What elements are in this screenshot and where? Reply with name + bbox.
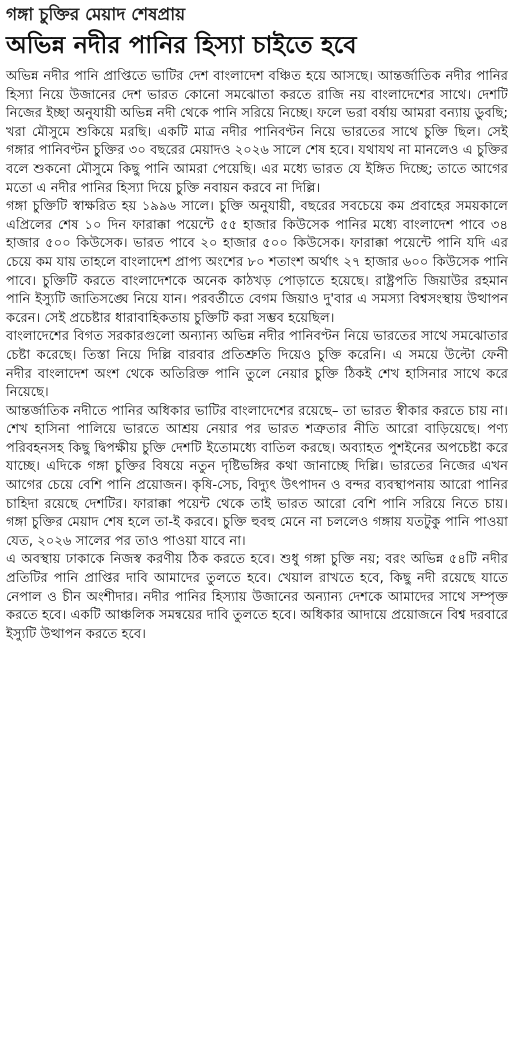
article-paragraph-5: এ অবস্থায় ঢাকাকে নিজস্ব করণীয় ঠিক করতে হবে। শুধু গঙ্গা চুক্তি নয়; বরং অভিন্ন ৫৪টি নদীর প্রতিটির পানি প্রাপ্তির দাবি আমাদের তুলতে হবে। খেয়াল রাখতে হবে, কিছু নদী রয়েছে যাতে নেপাল ও চীন অংশীদার। নদীর পানির হিস্যায় উজানের অন্যান্য দেশকে আমাদের সাথে সম্পৃক্ত করতে হবে। একটি আঞ্চলিক সমন্বয়ের দাবি তুলতে হবে। অধিকার আদায়ে প্রয়োজনে বিশ্ব দরবারে ইস্যুটি উত্থাপন করতে হবে। [6, 552, 508, 642]
article-headline: অভিন্ন নদীর পানির হিস্যা চাইতে হবে [6, 31, 357, 59]
editorial-article [6, 4, 508, 644]
article-paragraph-1: অভিন্ন নদীর পানি প্রাপ্তিতে ভাটির দেশ বাংলাদেশ বঞ্চিত হয়ে আসছে। আন্তর্জাতিক নদীর পানির হিস্যা নিয়ে উজানের দেশ ভারত কোনো সমঝোতা করতে রাজি নয় বাংলাদেশের সাথে। দেশটি নিজের ইচ্ছা অনুযায়ী অভিন্ন নদী থেকে পানি সরিয়ে নিচ্ছে। ফলে ভরা বর্ষায় আমরা বন্যায় ডুবছি; খরা মৌসুমে শুকিয়ে মরছি। একটি মাত্র নদীর পানিবণ্টন নিয়ে ভারতের সাথে চুক্তি ছিল। সেই গঙ্গার পানিবণ্টন চুক্তির ৩০ বছরের মেয়াদও ২০২৬ সালে শেষ হবে। যথাযথ না মানলেও এ চুক্তির বলে শুকনো মৌসুমে কিছু পানি আমরা পেয়েছি। এর মধ্যে ভারত যে ইঙ্গিত দিচ্ছে; তাতে আগের মতো এ নদীর পানির হিস্যা দিয়ে চুক্তি নবায়ন করবে না দিল্লি। [6, 69, 508, 196]
article-kicker: গঙ্গা চুক্তির মেয়াদ শেষপ্রায় [6, 5, 186, 25]
article-paragraph-3: বাংলাদেশের বিগত সরকারগুলো অন্যান্য অভিন্ন নদীর পানিবণ্টন নিয়ে ভারতের সাথে সমঝোতার চেষ্টা করেছে। তিস্তা নিয়ে দিল্লি বারবার প্রতিশ্রুতি দিয়েও চুক্তি করেনি। এ সময়ে উল্টো ফেনী নদীর বাংলাদেশ অংশ থেকে অতিরিক্ত পানি তুলে নেয়ার চুক্তি ঠিকই শেখ হাসিনার সাথে করে নিয়েছে। [6, 329, 508, 401]
article-paragraph-4: আন্তর্জাতিক নদীতে পানির অধিকার ভাটির বাংলাদেশের রয়েছে– তা ভারত স্বীকার করতে চায় না। শেখ হাসিনা পালিয়ে ভারতে আশ্রয় নেয়ার পর ভারত শত্রুতার নীতি আরো বাড়িয়েছে। পণ্য পরিবহনসহ কিছু দ্বিপক্ষীয় চুক্তি দেশটি ইতোমধ্যে বাতিল করছে। অব্যাহত পুশইনের অপচেষ্টা করে যাচ্ছে। এদিকে গঙ্গা চুক্তির বিষয়ে নতুন দৃষ্টিভঙ্গির কথা জানাচ্ছে দিল্লি। ভারতের নিজের এখন আগের চেয়ে বেশি পানি প্রয়োজন। কৃষি-সেচ, বিদ্যুৎ উৎপাদন ও বন্দর ব্যবস্থাপনায় আরো পানির চাহিদা রয়েছে দেশটির। ফারাক্কা পয়েন্ট থেকে তাই ভারত আরো বেশি পানি সরিয়ে নিতে চায়। গঙ্গা চুক্তির মেয়াদ শেষ হলে তা-ই করবে। চুক্তি হুবহু মেনে না চললেও গঙ্গায় যতটুকু পানি পাওয়া যেত, ২০২৬ সালের পর তাও পাওয়া যাবে না। [6, 403, 508, 549]
article-paragraph-2: গঙ্গা চুক্তিটি স্বাক্ষরিত হয় ১৯৯৬ সালে। চুক্তি অনুযায়ী, বছরের সবচেয়ে কম প্রবাহের সময়কালে এপ্রিলের শেষ ১০ দিন ফারাক্কা পয়েন্টে ৫৫ হাজার কিউসেক পানির মধ্যে বাংলাদেশ পাবে ৩৪ হাজার ৫০০ কিউসেক। ভারত পাবে ২০ হাজার ৫০০ কিউসেক। ফারাক্কা পয়েন্টে পানি যদি এর চেয়ে কম যায় তাহলে বাংলাদেশ প্রাপ্য অংশের ৮০ শতাংশ অর্থাৎ ২৭ হাজার ৬০০ কিউসেক পানি পাবে। চুক্তিটি করতে বাংলাদেশকে অনেক কাঠখড় পোড়াতে হয়েছে। রাষ্ট্রপতি জিয়াউর রহমান পানি ইস্যুটি জাতিসঙ্ঘে নিয়ে যান। পরবর্তীতে বেগম জিয়াও দু'বার এ সমস্যা বিশ্বসংস্থায় উত্থাপন করেন। সেই প্রচেষ্টার ধারাবাহিকতায় চুক্তিটি করা সম্ভব হয়েছিল। [6, 199, 508, 326]
